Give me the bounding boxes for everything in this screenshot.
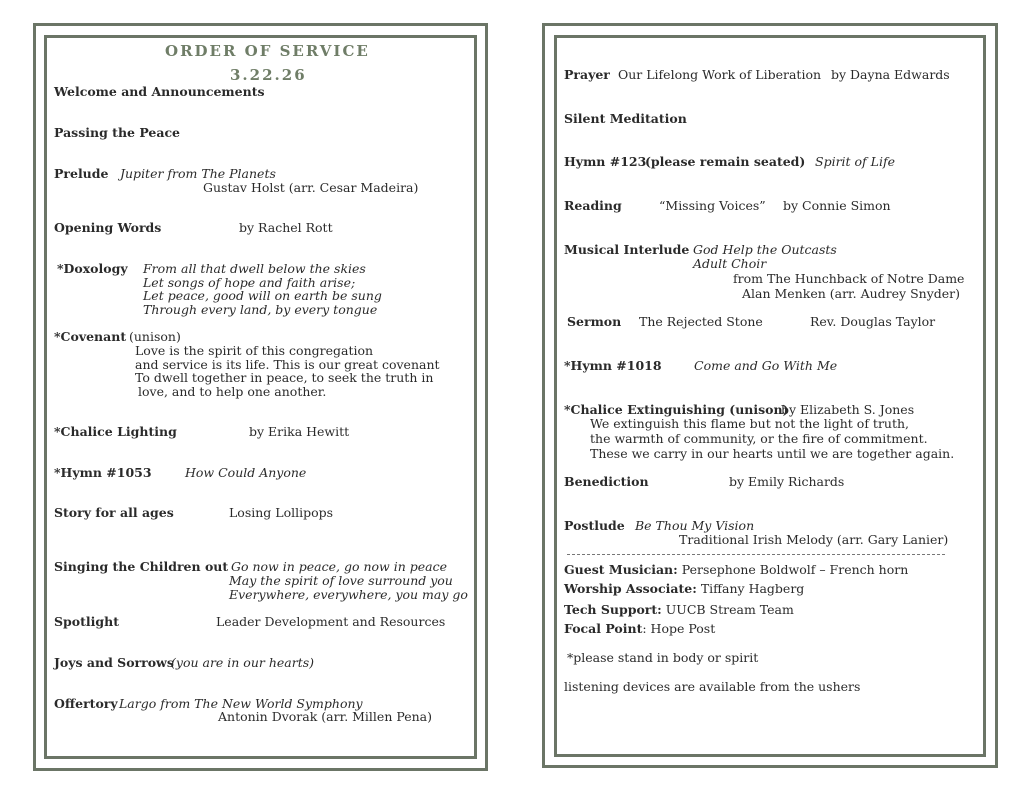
prayer-label: Prayer bbox=[564, 67, 610, 82]
benediction-label: Benediction bbox=[564, 474, 649, 489]
worship-associate-line bbox=[564, 582, 804, 596]
singing-line-2: May the spirit of love surround you bbox=[229, 573, 453, 588]
postlude-label: Postlude bbox=[564, 518, 625, 533]
postlude-title: Be Thou My Vision bbox=[635, 518, 755, 533]
offertory-credit: Antonin Dvorak (arr. Millen Pena) bbox=[218, 709, 432, 724]
focal-point-line bbox=[564, 622, 715, 636]
extinguish-line-2: the warmth of community, or the fire of commitment. bbox=[590, 431, 928, 446]
welcome-heading: Welcome and Announcements bbox=[54, 84, 265, 99]
guest-musician-value: Persephone Boldwolf – French horn bbox=[681, 562, 909, 577]
worship-associate-value: Tiffany Hagberg bbox=[700, 581, 805, 596]
reading-label: Reading bbox=[564, 198, 622, 213]
hymn-123-label: Hymn #123 bbox=[564, 154, 647, 169]
spotlight-label: Spotlight bbox=[54, 614, 119, 629]
stand-note: *please stand in body or spirit bbox=[567, 650, 759, 665]
chalice-extinguishing-by: by Elizabeth S. Jones bbox=[781, 402, 915, 417]
reading-by: by Connie Simon bbox=[783, 198, 891, 213]
story-title: Losing Lollipops bbox=[229, 505, 334, 520]
doxology-label: *Doxology bbox=[57, 261, 128, 276]
chalice-lighting-by: by Erika Hewitt bbox=[249, 424, 350, 439]
covenant-line-3: To dwell together in peace, to seek the truth in bbox=[135, 370, 434, 385]
extinguish-line-1: We extinguish this flame but not the light of truth, bbox=[590, 416, 910, 431]
prelude-credit: Gustav Holst (arr. Cesar Madeira) bbox=[203, 180, 419, 195]
benediction-by: by Emily Richards bbox=[729, 474, 845, 489]
tech-support-line bbox=[564, 603, 794, 617]
singing-children-label: Singing the Children out bbox=[54, 559, 229, 574]
hymn-1018-title: Come and Go With Me bbox=[694, 358, 838, 373]
service-date: 3.22.26 bbox=[230, 66, 307, 84]
chalice-extinguishing-label: *Chalice Extinguishing (unison) bbox=[564, 402, 789, 417]
covenant-line-2: and service is its life. This is our great covenant bbox=[135, 357, 440, 372]
guest-musician-label: Guest Musician: bbox=[564, 562, 678, 577]
joys-sorrows-text: (you are in our hearts) bbox=[171, 655, 315, 670]
listening-devices-note: listening devices are available from the ushers bbox=[564, 679, 861, 694]
sermon-label: Sermon bbox=[567, 314, 622, 329]
focal-point-value: : Hope Post bbox=[642, 621, 716, 636]
interlude-credit: Alan Menken (arr. Audrey Snyder) bbox=[742, 286, 961, 301]
silent-meditation-heading: Silent Meditation bbox=[564, 111, 687, 126]
opening-words-label: Opening Words bbox=[54, 220, 162, 235]
hymn-123-note: (please remain seated) bbox=[645, 154, 806, 169]
covenant-label: *Covenant bbox=[54, 329, 127, 344]
tech-support-value: UUCB Stream Team bbox=[665, 602, 794, 617]
postlude-credit: Traditional Irish Melody (arr. Gary Lanier) bbox=[679, 532, 949, 547]
hymn-1053-title: How Could Anyone bbox=[185, 465, 307, 480]
prayer-by: by Dayna Edwards bbox=[831, 67, 950, 82]
covenant-line-4: love, and to help one another. bbox=[138, 384, 327, 399]
guest-musician-line bbox=[564, 563, 908, 577]
doxology-line-1: From all that dwell below the skies bbox=[143, 261, 366, 276]
focal-point-label: Focal Point bbox=[564, 621, 643, 636]
singing-line-3: Everywhere, everywhere, you may go bbox=[229, 587, 468, 602]
prayer-title: Our Lifelong Work of Liberation bbox=[618, 67, 822, 82]
doxology-line-4: Through every land, by every tongue bbox=[143, 302, 378, 317]
extinguish-line-3: These we carry in our hearts until we are together again. bbox=[590, 446, 955, 461]
interlude-title: God Help the Outcasts bbox=[693, 242, 837, 257]
chalice-lighting-label: *Chalice Lighting bbox=[54, 424, 177, 439]
tech-support-label: Tech Support: bbox=[564, 602, 662, 617]
interlude-choir: Adult Choir bbox=[693, 256, 767, 271]
musical-interlude-label: Musical Interlude bbox=[564, 242, 690, 257]
doxology-line-2: Let songs of hope and faith arise; bbox=[143, 275, 356, 290]
doxology-line-3: Let peace, good will on earth be sung bbox=[143, 288, 382, 303]
offertory-title: Largo from The New World Symphony bbox=[119, 696, 363, 711]
sermon-by: Rev. Douglas Taylor bbox=[810, 314, 936, 329]
offertory-label: Offertory bbox=[54, 696, 118, 711]
hymn-1018-label: *Hymn #1018 bbox=[564, 358, 662, 373]
section-divider bbox=[567, 554, 945, 555]
covenant-note: (unison) bbox=[129, 329, 181, 344]
prelude-label: Prelude bbox=[54, 166, 109, 181]
order-of-service-title: ORDER OF SERVICE bbox=[165, 42, 370, 60]
interlude-source: from The Hunchback of Notre Dame bbox=[733, 271, 965, 286]
hymn-1053-label: *Hymn #1053 bbox=[54, 465, 152, 480]
prelude-title: Jupiter from The Planets bbox=[120, 166, 276, 181]
sermon-title: The Rejected Stone bbox=[639, 314, 763, 329]
worship-associate-label: Worship Associate: bbox=[564, 581, 697, 596]
passing-peace-heading: Passing the Peace bbox=[54, 125, 181, 140]
reading-title: “Missing Voices” bbox=[659, 198, 766, 213]
right-page-inner-border bbox=[554, 35, 986, 757]
covenant-line-1: Love is the spirit of this congregation bbox=[135, 343, 374, 358]
story-label: Story for all ages bbox=[54, 505, 174, 520]
singing-line-1: Go now in peace, go now in peace bbox=[231, 559, 447, 574]
opening-words-by: by Rachel Rott bbox=[239, 220, 333, 235]
hymn-123-title: Spirit of Life bbox=[815, 154, 895, 169]
spotlight-text: Leader Development and Resources bbox=[216, 614, 446, 629]
joys-sorrows-label: Joys and Sorrows bbox=[54, 655, 174, 670]
